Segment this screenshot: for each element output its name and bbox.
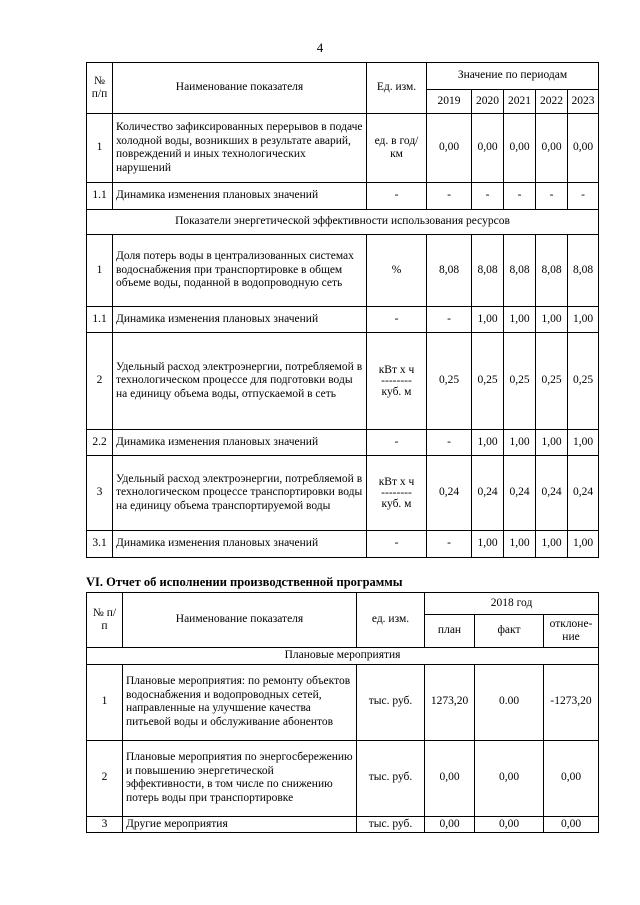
row-value: 0,00 [504,114,536,183]
unit-denominator: куб. м [381,385,412,398]
row-name: Динамика изменения плановых значений [113,430,367,456]
row-value: 8,08 [427,235,472,307]
row-name: Другие мероприятия [123,816,357,833]
row-value: - [472,183,504,210]
row-value: - [427,430,472,456]
header-periods: Значение по периодам [427,63,599,90]
unit-separator: -------- [381,374,412,387]
row-unit-fraction [367,333,427,430]
row-num: 3 [87,456,113,531]
row-unit: - [367,183,427,210]
row-value: - [427,307,472,333]
row-name: Плановые мероприятия: по ремонту объектов водоснабжения и водопроводных сетей, направленные на улучшение качества питьевой воды и обслуживание абонентов [123,664,357,740]
table-row [87,114,599,183]
row-value: 0,00 [568,114,599,183]
row-name: Количество зафиксированных перерывов в подаче холодной воды, возникших в результате аварий, повреждений и иных технологических нарушений [113,114,367,183]
table-row [87,740,599,816]
row-num: 2.2 [87,430,113,456]
energy-section-heading: Показатели энергетической эффективности использования ресурсов [87,210,599,235]
unit-denominator: куб. м [381,497,412,510]
row-plan: 1273,20 [425,664,475,740]
row-value: 8,08 [472,235,504,307]
row-value: 0,25 [427,333,472,430]
row-num: 1.1 [87,183,113,210]
row-value: 8,08 [536,235,568,307]
row-value: 0,24 [427,456,472,531]
row-value: 1,00 [568,430,599,456]
header-name: Наименование показателя [123,593,357,648]
table-row [87,430,599,456]
row-value: 1,00 [536,531,568,558]
row-fact: 0.00 [475,664,544,740]
indicators-table [86,62,599,558]
row-deviation: 0,00 [544,816,599,833]
header-num: № п/п [87,63,113,114]
row-value: - [504,183,536,210]
table-row [87,456,599,531]
header-name: Наименование показателя [113,63,367,114]
row-unit: - [367,307,427,333]
row-value: - [536,183,568,210]
row-fact: 0,00 [475,740,544,816]
header-unit: Ед. изм. [367,63,427,114]
row-value: 0,25 [536,333,568,430]
table-row [87,235,599,307]
header-unit: ед. изм. [357,593,425,648]
row-name: Удельный расход электроэнергии, потребляемой в технологическом процессе для подготовки воды на единицу объема воды, отпускаемой в сеть [113,333,367,430]
header-year: 2022 [536,90,568,114]
row-unit: тыс. руб. [357,816,425,833]
row-unit: тыс. руб. [357,664,425,740]
row-name: Плановые мероприятия по энергосбережению и повышению энергетической эффективности, в том числе по снижению потерь воды при транспортировке [123,740,357,816]
row-unit: ед. в год/км [367,114,427,183]
row-value: 0,24 [536,456,568,531]
row-value: 1,00 [536,307,568,333]
row-value: 1,00 [472,531,504,558]
row-value: 1,00 [472,430,504,456]
row-value: 0,00 [536,114,568,183]
row-name: Доля потерь воды в централизованных системах водоснабжения при транспортировке в общем объеме воды, поданной в водопроводную сеть [113,235,367,307]
program-report-table [86,592,599,833]
group-heading: Плановые мероприятия [87,648,599,665]
table-row [87,816,599,833]
header-year: 2023 [568,90,599,114]
row-value: 1,00 [536,430,568,456]
row-num: 1.1 [87,307,113,333]
row-value: 1,00 [504,430,536,456]
row-value: 1,00 [504,307,536,333]
row-num: 2 [87,740,123,816]
row-value: - [427,183,472,210]
row-deviation: 0,00 [544,740,599,816]
row-name: Динамика изменения плановых значений [113,531,367,558]
table-row [87,333,599,430]
row-value: - [427,531,472,558]
header-year: 2020 [472,90,504,114]
row-value: 0,25 [472,333,504,430]
row-unit: тыс. руб. [357,740,425,816]
row-deviation: -1273,20 [544,664,599,740]
row-name: Удельный расход электроэнергии, потребляемой в технологическом процессе транспортировки воды на единицу объема транспортируемой воды [113,456,367,531]
row-num: 1 [87,664,123,740]
row-value: 8,08 [504,235,536,307]
header-fact: факт [475,615,544,648]
row-unit: - [367,430,427,456]
row-value: 0,00 [427,114,472,183]
row-name: Динамика изменения плановых значений [113,183,367,210]
row-value: 0,24 [504,456,536,531]
row-value: 0,25 [504,333,536,430]
row-unit: % [367,235,427,307]
header-deviation: отклоне-ние [544,615,599,648]
row-num: 1 [87,235,113,307]
unit-separator: -------- [381,486,412,499]
header-plan: план [425,615,475,648]
row-num: 3.1 [87,531,113,558]
row-name: Динамика изменения плановых значений [113,307,367,333]
table-row [87,664,599,740]
unit-numerator: кВт х ч [378,475,415,488]
row-num: 2 [87,333,113,430]
row-num: 1 [87,114,113,183]
header-num: № п/п [87,593,123,648]
row-value: 0,25 [568,333,599,430]
row-value: 1,00 [472,307,504,333]
table-row [87,183,599,210]
table-row [87,531,599,558]
row-unit-fraction [367,456,427,531]
row-value: 0,24 [472,456,504,531]
row-value: 1,00 [504,531,536,558]
header-year: 2019 [427,90,472,114]
unit-numerator: кВт х ч [378,363,415,376]
row-value: 1,00 [568,531,599,558]
row-fact: 0,00 [475,816,544,833]
row-value: 1,00 [568,307,599,333]
row-unit: - [367,531,427,558]
row-num: 3 [87,816,123,833]
row-value: - [568,183,599,210]
row-value: 0,24 [568,456,599,531]
header-year: 2018 год [425,593,599,615]
row-value: 8,08 [568,235,599,307]
row-value: 0,00 [472,114,504,183]
header-year: 2021 [504,90,536,114]
section-title: VI. Отчет об исполнении производственной программы [86,575,403,589]
row-plan: 0,00 [425,740,475,816]
page-number: 4 [316,40,324,55]
table-row [87,307,599,333]
row-plan: 0,00 [425,816,475,833]
